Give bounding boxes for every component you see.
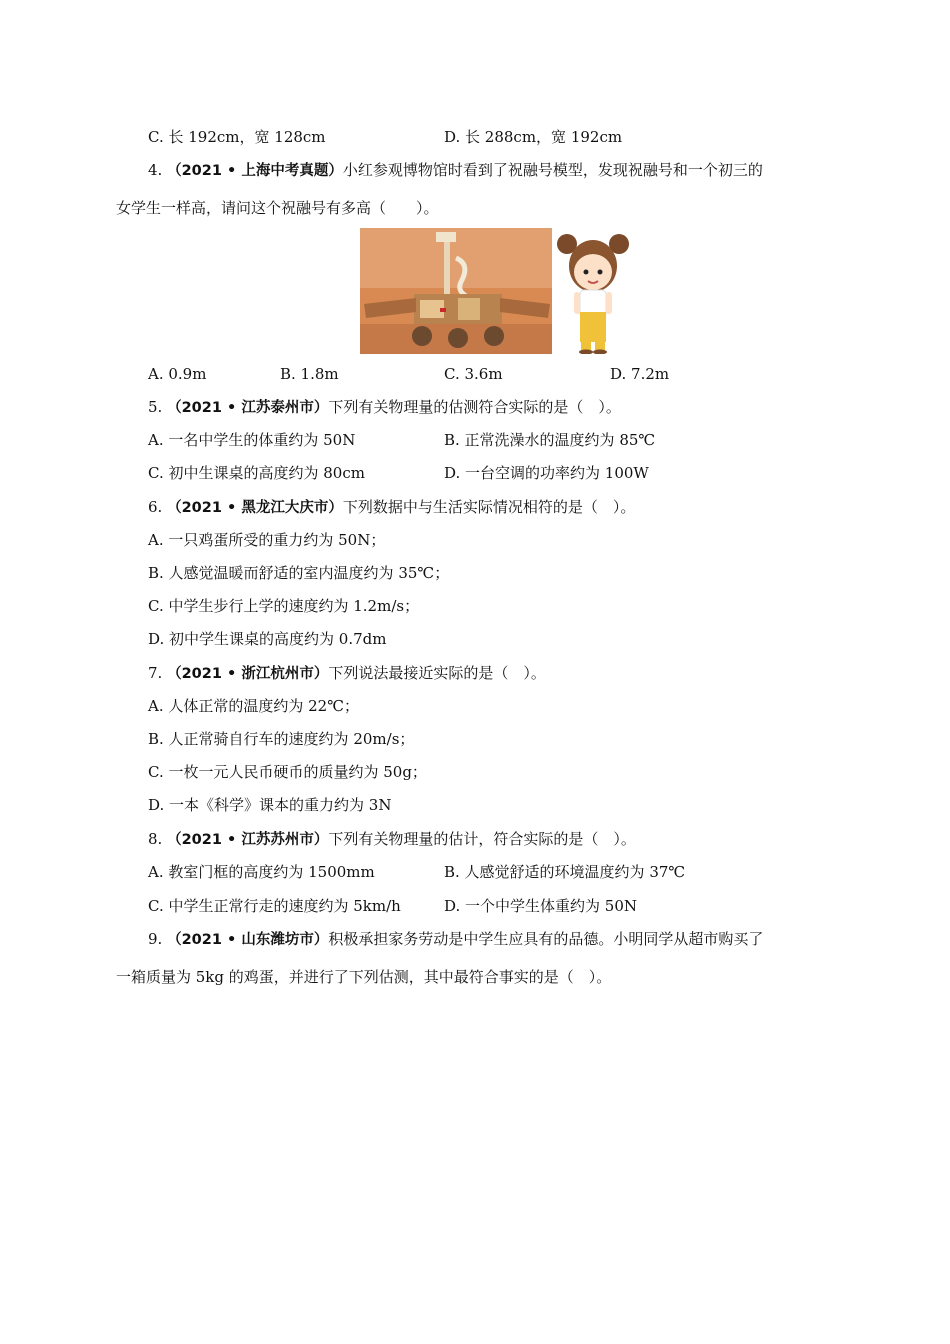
- question-text: 下列数据中与生活实际情况相符的是（ ）。: [342, 498, 636, 516]
- q3-option-c: C. 长 192cm，宽 128cm: [148, 128, 326, 146]
- question-number: 5.: [148, 398, 163, 416]
- question-5: [148, 397, 621, 418]
- question-6: [148, 497, 635, 518]
- question-9-line2: 一箱质量为 5kg 的鸡蛋，并进行了下列估测，其中最符合事实的是（ ）。: [116, 968, 612, 986]
- zhurong-rover-image: [360, 228, 552, 354]
- q4-option-a: A. 0.9m: [148, 365, 207, 383]
- q5-option-a: A. 一名中学生的体重约为 50N: [148, 431, 356, 449]
- question-source: （2021 • 黑龙江大庆市）: [167, 500, 343, 516]
- question-source: （2021 • 上海中考真题）: [167, 163, 343, 179]
- question-4-line1: [148, 160, 763, 181]
- q7-option-d: D. 一本《科学》课本的重力约为 3N: [148, 796, 392, 814]
- question-number: 8.: [148, 830, 163, 848]
- question-text: 下列说法最接近实际的是（ ）。: [328, 664, 546, 682]
- q5-option-b: B. 正常洗澡水的温度约为 85℃: [444, 431, 656, 449]
- question-number: 6.: [148, 498, 163, 516]
- q8-option-c: C. 中学生正常行走的速度约为 5km/h: [148, 897, 401, 915]
- q4-option-b: B. 1.8m: [280, 365, 339, 383]
- question-text: 下列有关物理量的估测符合实际的是（ ）。: [328, 398, 621, 416]
- q6-option-b: B. 人感觉温暖而舒适的室内温度约为 35℃；: [148, 564, 450, 582]
- question-source: （2021 • 江苏泰州市）: [167, 400, 329, 416]
- question-source: （2021 • 浙江杭州市）: [167, 666, 329, 682]
- q8-option-a: A. 教室门框的高度约为 1500mm: [148, 863, 375, 881]
- q3-option-d: D. 长 288cm，宽 192cm: [444, 128, 623, 146]
- q8-option-b: B. 人感觉舒适的环境温度约为 37℃: [444, 863, 686, 881]
- q7-option-a: A. 人体正常的温度约为 22℃；: [148, 697, 360, 715]
- question-source: （2021 • 江苏苏州市）: [167, 832, 329, 848]
- question-number: 4.: [148, 161, 163, 179]
- q5-option-d: D. 一台空调的功率约为 100W: [444, 464, 649, 482]
- question-source: （2021 • 山东潍坊市）: [167, 932, 329, 948]
- question-text: 下列有关物理量的估计，符合实际的是（ ）。: [328, 830, 636, 848]
- q6-option-c: C. 中学生步行上学的速度约为 1.2m/s；: [148, 597, 420, 615]
- q4-option-c: C. 3.6m: [444, 365, 503, 383]
- question-text: 小红参观博物馆时看到了祝融号模型，发现祝融号和一个初三的: [342, 161, 763, 179]
- q7-option-c: C. 一枚一元人民币硬币的质量约为 50g；: [148, 763, 427, 781]
- question-7: [148, 663, 546, 684]
- q4-option-d: D. 7.2m: [610, 365, 670, 383]
- q7-option-b: B. 人正常骑自行车的速度约为 20m/s；: [148, 730, 415, 748]
- q8-option-d: D. 一个中学生体重约为 50N: [444, 897, 638, 915]
- q6-option-a: A. 一只鸡蛋所受的重力约为 50N；: [148, 531, 386, 549]
- question-8: [148, 829, 636, 850]
- question-number: 9.: [148, 930, 163, 948]
- question-text: 积极承担家务劳动是中学生应具有的品德。小明同学从超市购买了: [328, 930, 764, 948]
- q5-option-c: C. 初中生课桌的高度约为 80cm: [148, 464, 365, 482]
- zhurong-rover-and-girl-figure: [360, 228, 630, 354]
- question-9-line1: [148, 929, 763, 950]
- question-4-line2: 女学生一样高，请问这个祝融号有多高（ ）。: [116, 199, 439, 217]
- girl-cartoon-image: [557, 234, 629, 354]
- q6-option-d: D. 初中学生课桌的高度约为 0.7dm: [148, 630, 387, 648]
- question-number: 7.: [148, 664, 163, 682]
